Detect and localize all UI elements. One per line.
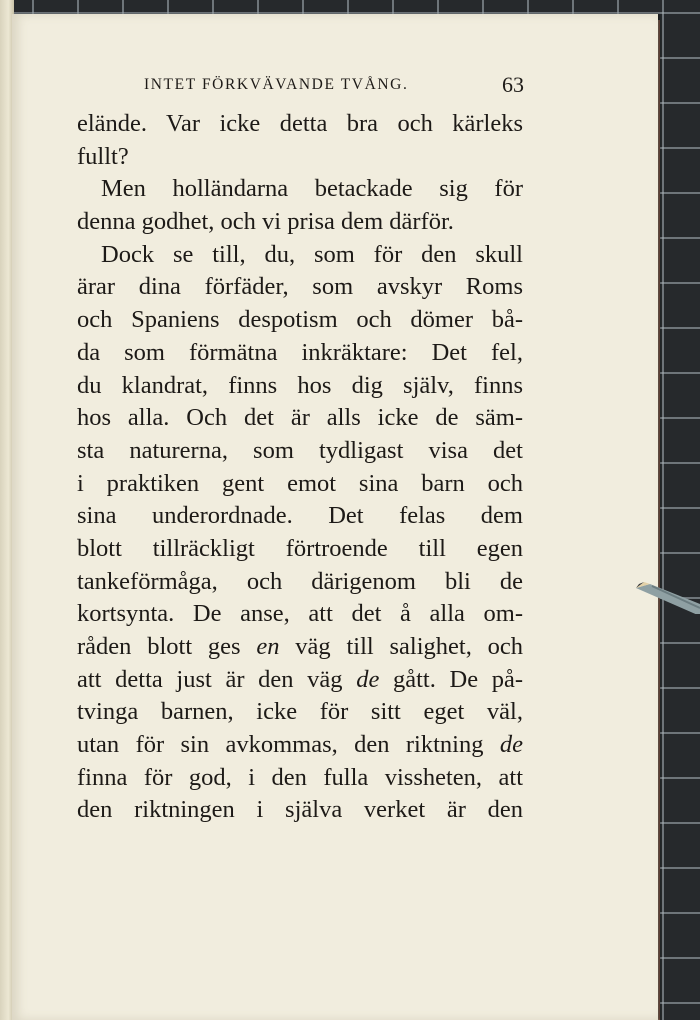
text-line	[77, 729, 523, 762]
text-line: tankeförmåga, och därigenom bli de	[77, 567, 523, 595]
text-line: i praktiken gent emot sina barn och	[77, 469, 523, 497]
italic-word: de	[499, 731, 523, 759]
text-line: blott tillräckligt förtroende till egen	[77, 534, 523, 562]
text-line: denna godhet, och vi prisa dem därför.	[77, 208, 454, 236]
text-line: och Spaniens despotism och dömer bå-	[77, 306, 523, 334]
text-line: fullt?	[77, 142, 129, 170]
pencil-icon	[606, 574, 700, 614]
text-segment: att detta just är den väg	[77, 665, 357, 693]
running-head: INTET FÖRKVÄVANDE TVÅNG.	[144, 76, 409, 93]
page-number: 63	[502, 72, 524, 97]
text-line: sta naturerna, som tydligast visa det	[77, 436, 523, 464]
italic-word: de	[356, 665, 380, 693]
text-line: Dock se till, du, som för den skull	[101, 240, 523, 268]
text-line: ärar dina förfäder, som avskyr Roms	[77, 273, 523, 301]
text-line: finna för god, i den fulla vissheten, att	[77, 763, 523, 791]
text-line: du klandrat, finns hos dig själv, finns	[77, 371, 523, 399]
text-segment: gått. De på-	[379, 665, 523, 693]
text-line: Men holländarna betackade sig för	[101, 175, 523, 203]
text-segment: råden blott ges	[77, 633, 257, 660]
text-line	[77, 631, 523, 664]
text-line: den riktningen i själva verket är den	[77, 796, 523, 824]
italic-word: en	[256, 633, 280, 660]
text-line: tvinga barnen, icke för sitt eget väl,	[77, 698, 523, 726]
text-line: hos alla. Och det är alls icke de säm-	[77, 404, 523, 432]
body-text	[77, 108, 523, 827]
text-line: elände. Var icke detta bra och kärleks	[77, 110, 523, 137]
text-line: kortsynta. De anse, att det å alla om-	[77, 600, 523, 628]
page-header	[144, 72, 524, 102]
text-segment: utan för sin avkommas, den riktning	[77, 731, 500, 759]
text-line: da som förmätna inkräktare: Det fel,	[77, 338, 523, 366]
text-line	[77, 664, 523, 697]
text-segment: väg till salighet, och	[279, 633, 523, 660]
text-line: sina underordnade. Det felas dem	[77, 502, 523, 530]
